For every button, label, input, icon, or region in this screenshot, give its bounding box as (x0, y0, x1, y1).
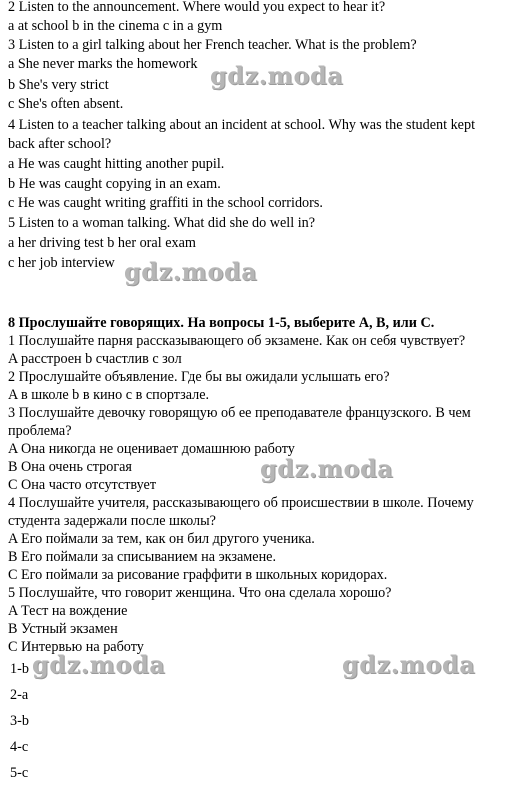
ru-question-5: 5 Послушайте, что говорит женщина. Что она сделала хорошо? (8, 585, 392, 601)
ru-question-4: 4 Послушайте учителя, рассказывающего об происшествии в школе. Почему (8, 495, 474, 511)
watermark-logo: gdz.moda (260, 454, 394, 483)
en-question-4: 4 Listen to a teacher talking about an incident at school. Why was the student kept (8, 117, 476, 133)
answer-3: 3-b (10, 713, 29, 729)
ru-question-3-cont: проблема? (8, 423, 72, 439)
answer-2: 2-a (10, 687, 29, 703)
ru-option-5c: C Интервью на работу (8, 639, 144, 655)
en-question-3: 3 Listen to a girl talking about her French teacher. What is the problem? (8, 37, 417, 53)
ru-options-2: A в школе b в кино c в спортзале. (8, 387, 210, 403)
ru-question-4-cont: студента задержали после школы? (8, 513, 216, 529)
ru-question-3: 3 Послушайте девочку говорящую об ее преподавателе французского. В чем (8, 405, 471, 421)
ru-question-1: 1 Послушайте парня рассказывающего об экзамене. Как он себя чувствует? (8, 333, 466, 349)
en-question-4-cont: back after school? (8, 136, 112, 152)
ru-option-5a: A Тест на вождение (8, 603, 128, 619)
en-option-4a: a He was caught hitting another pupil. (8, 156, 225, 172)
en-option-3c: c She's often absent. (8, 96, 124, 112)
ru-option-4c: C Его поймали за рисование граффити в школьных коридорах. (8, 567, 388, 583)
watermark-logo: gdz.moda (32, 650, 166, 679)
en-question-2: 2 Listen to the announcement. Where would you expect to hear it? (8, 0, 386, 15)
answer-5: 5-c (10, 765, 29, 781)
en-question-5: 5 Listen to a woman talking. What did she do well in? (8, 215, 316, 231)
en-option-3a: a She never marks the homework (8, 56, 198, 72)
en-option-5c: c her job interview (8, 255, 115, 271)
answer-4: 4-c (10, 739, 29, 755)
watermark-logo: gdz.moda (210, 61, 344, 90)
ru-option-4a: A Его поймали за тем, как он бил другого ученика. (8, 531, 315, 547)
ru-option-3b: B Она очень строгая (8, 459, 132, 475)
answer-1: 1-b (10, 661, 29, 677)
ru-option-4b: B Его поймали за списыванием на экзамене. (8, 549, 277, 565)
en-option-4c: c He was caught writing graffiti in the school corridors. (8, 195, 323, 211)
en-options-5ab: a her driving test b her oral exam (8, 235, 196, 251)
en-options-2: a at school b in the cinema c in a gym (8, 18, 223, 34)
section-heading: 8 Прослушайте говорящих. На вопросы 1-5, выберите A, B, или C. (8, 315, 435, 331)
ru-option-3a: A Она никогда не оценивает домашнюю работу (8, 441, 295, 457)
watermark-logo: gdz.moda (342, 650, 476, 679)
ru-option-3c: C Она часто отсутствует (8, 477, 157, 493)
ru-question-2: 2 Прослушайте объявление. Где бы вы ожидали услышать его? (8, 369, 390, 385)
ru-options-1: A расстроен b счастлив c зол (8, 351, 182, 367)
en-option-3b: b She's very strict (8, 77, 109, 93)
en-option-4b: b He was caught copying in an exam. (8, 176, 221, 192)
ru-option-5b: B Устный экзамен (8, 621, 118, 637)
watermark-logo: gdz.moda (124, 257, 258, 286)
